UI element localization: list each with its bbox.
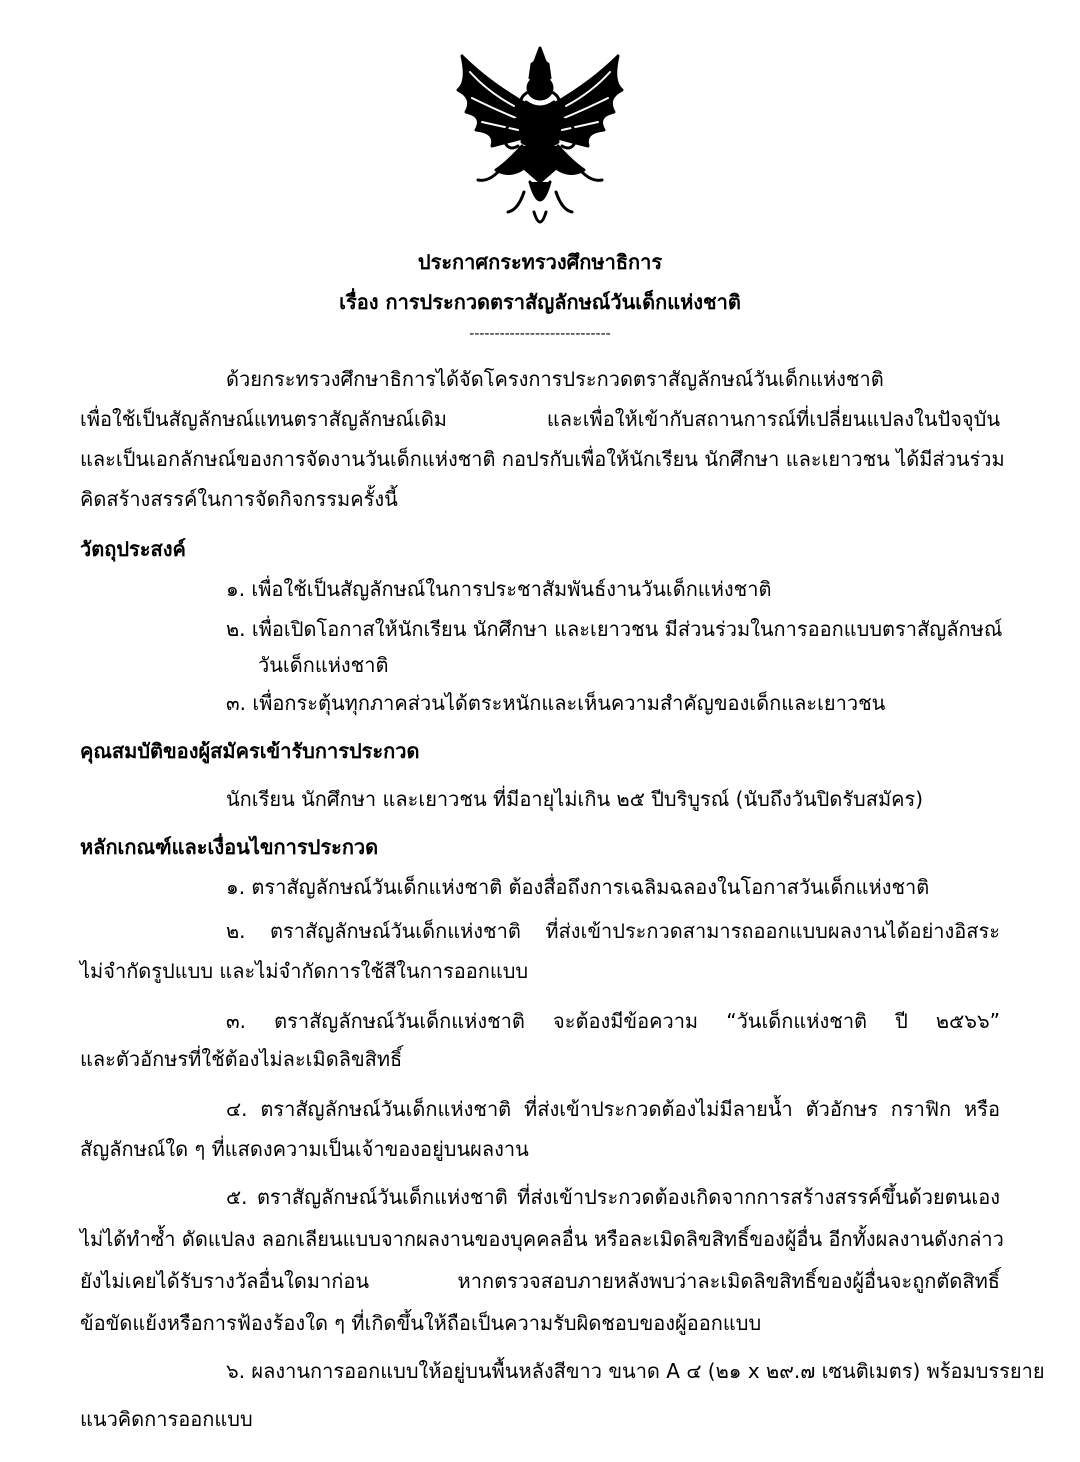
intro-line-4: คิดสร้างสรรค์ในการจัดกิจกรรมครั้งนี้: [80, 487, 398, 511]
objective-item-2: ๒. เพื่อเปิดโอกาสให้นักเรียน นักศึกษา และเยาวชน มีส่วนร่วมในการออกแบบตราสัญลักษณ์: [226, 617, 1003, 641]
objectives-heading: วัตถุประสงค์: [80, 537, 186, 561]
document-title: ประกาศกระทรวงศึกษาธิการ: [417, 250, 663, 274]
title-divider: ----------------------------: [469, 326, 611, 342]
objective-item-2-cont: วันเด็กแห่งชาติ: [258, 653, 389, 677]
document-subject: เรื่อง การประกวดตราสัญลักษณ์วันเด็กแห่งชาติ: [339, 290, 741, 314]
criteria-item-1: ๑. ตราสัญลักษณ์วันเด็กแห่งชาติ ต้องสื่อถึงการเฉลิมฉลองในโอกาสวันเด็กแห่งชาติ: [226, 875, 930, 899]
criteria-item-6-cont: แนวคิดการออกแบบ: [80, 1407, 253, 1431]
criteria-item-5: ๕. ตราสัญลักษณ์วันเด็กแห่งชาติ ที่ส่งเข้าประกวดต้องเกิดจากการสร้างสรรค์ขึ้นด้วยตนเอง: [226, 1185, 1000, 1209]
intro-line-1: ด้วยกระทรวงศึกษาธิการได้จัดโครงการประกวดตราสัญลักษณ์วันเด็กแห่งชาติ: [226, 367, 884, 391]
intro-line-2: เพื่อใช้เป็นสัญลักษณ์แทนตราสัญลักษณ์เดิม และเพื่อให้เข้ากับสถานการณ์ที่เปลี่ยนแปลงในปัจจุบัน: [80, 407, 1000, 431]
criteria-item-6: ๖. ผลงานการออกแบบให้อยู่บนพื้นหลังสีขาว ขนาด A ๔ (๒๑ x ๒๙.๗ เซนติเมตร) พร้อมบรรยาย: [226, 1359, 1045, 1383]
objective-item-1: ๑. เพื่อใช้เป็นสัญลักษณ์ในการประชาสัมพันธ์งานวันเด็กแห่งชาติ: [226, 577, 772, 601]
qualifications-text: นักเรียน นักศึกษา และเยาวชน ที่มีอายุไม่เกิน ๒๕ ปีบริบูรณ์ (นับถึงวันปิดรับสมัคร): [226, 787, 924, 811]
criteria-item-5-cont-3: ข้อขัดแย้งหรือการฟ้องร้องใด ๆ ที่เกิดขึ้นให้ถือเป็นความรับผิดชอบของผู้ออกแบบ: [80, 1311, 762, 1335]
criteria-item-2: ๒. ตราสัญลักษณ์วันเด็กแห่งชาติ ที่ส่งเข้าประกวดสามารถออกแบบผลงานได้อย่างอิสระ: [226, 919, 1000, 943]
criteria-heading: หลักเกณฑ์และเงื่อนไขการประกวด: [80, 835, 379, 859]
criteria-item-4: ๔. ตราสัญลักษณ์วันเด็กแห่งชาติ ที่ส่งเข้าประกวดต้องไม่มีลายน้ำ ตัวอักษร กราฟิก หรือ: [226, 1097, 1000, 1121]
criteria-item-3-cont: และตัวอักษรที่ใช้ต้องไม่ละเมิดลิขสิทธิ์: [80, 1047, 403, 1071]
qualifications-heading: คุณสมบัติของผู้สมัครเข้ารับการประกวด: [80, 739, 420, 763]
criteria-item-4-cont: สัญลักษณ์ใด ๆ ที่แสดงความเป็นเจ้าของอยู่บนผลงาน: [80, 1137, 529, 1161]
criteria-item-5-cont-1: ไม่ได้ทำซ้ำ ดัดแปลง ลอกเลียนแบบจากผลงานของบุคคลอื่น หรือละเมิดลิขสิทธิ์ของผู้อื่น อีกทั้งผลงานดังกล่าว: [80, 1227, 1004, 1251]
intro-line-3: และเป็นเอกลักษณ์ของการจัดงานวันเด็กแห่งชาติ กอปรกับเพื่อให้นักเรียน นักศึกษา และเยาวชน ได้มีส่วนร่วม: [80, 447, 1005, 471]
garuda-emblem-icon: [448, 42, 632, 234]
objective-item-3: ๓. เพื่อกระตุ้นทุกภาคส่วนได้ตระหนักและเห็นความสำคัญของเด็กและเยาวชน: [226, 691, 886, 715]
criteria-item-5-cont-2: ยังไม่เคยได้รับรางวัลอื่นใดมาก่อน หากตรวจสอบภายหลังพบว่าละเมิดลิขสิทธิ์ของผู้อื่นจะถูกตัดสิทธิ์: [80, 1269, 1000, 1293]
criteria-item-2-cont: ไม่จำกัดรูปแบบ และไม่จำกัดการใช้สีในการออกแบบ: [80, 959, 529, 983]
criteria-item-3: ๓. ตราสัญลักษณ์วันเด็กแห่งชาติ จะต้องมีข้อความ “วันเด็กแห่งชาติ ปี ๒๕๖๖”: [226, 1009, 1000, 1033]
